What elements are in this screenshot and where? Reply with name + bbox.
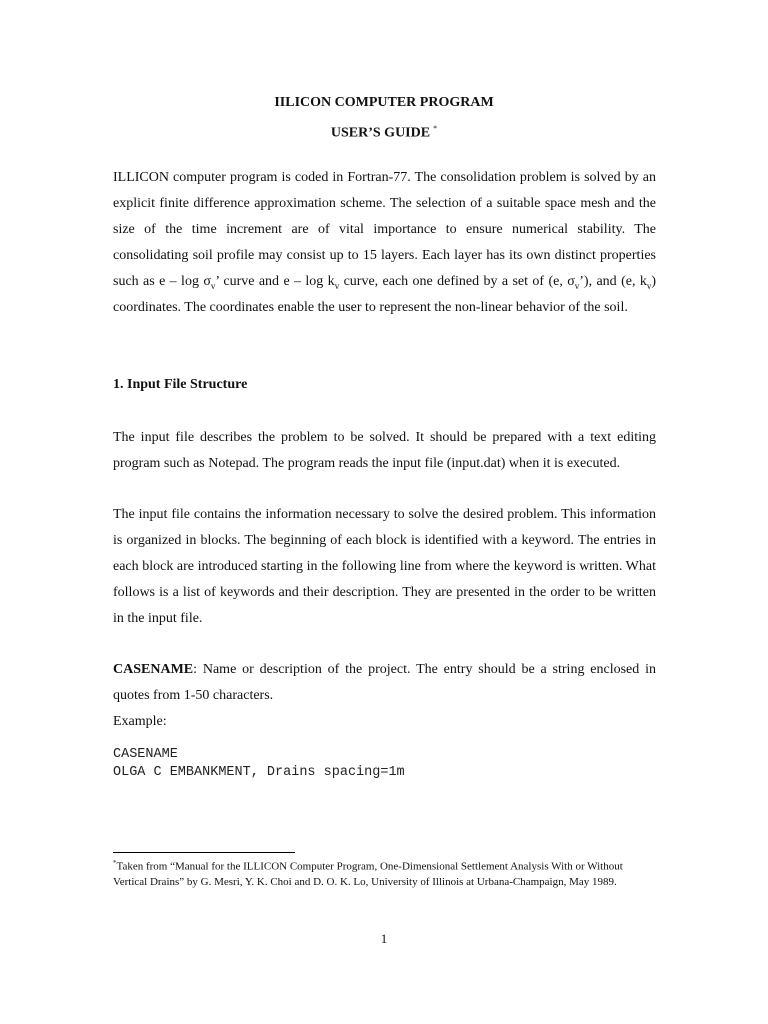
- title-footnote-marker: *: [433, 124, 438, 133]
- footnote-marker: *: [113, 859, 117, 867]
- intro-paragraph: [113, 165, 656, 321]
- code-line-2: OLGA C EMBANKMENT, Drains spacing=1m: [113, 765, 405, 780]
- intro-sub-3: v: [574, 280, 580, 291]
- footnote-divider: [113, 852, 295, 853]
- subtitle-text: USER’S GUIDE: [330, 125, 431, 141]
- input-file-paragraph-1: The input file describes the problem to be solved. It should be prepared with a text editing program such as Notepad. The program reads the input file (input.dat) when it is executed.: [113, 430, 656, 471]
- intro-text-d: ’), and (e, k: [579, 274, 647, 289]
- input-file-paragraph-2: The input file contains the information necessary to solve the desired problem. This information is organized in blocks. The beginning of each block is identified with a keyword. The entries in each block are introduced starting in the following line from where the keyword is written. What follows is a list of keywords and their description. They are presented in the order to be written in the input file.: [113, 507, 656, 626]
- code-line-1: CASENAME: [113, 747, 178, 762]
- document-title: IILICON COMPUTER PROGRAM: [274, 95, 494, 110]
- example-label: Example:: [113, 714, 167, 729]
- section-heading: 1. Input File Structure: [113, 377, 248, 392]
- intro-text-c: curve, each one defined by a set of (e, σ: [339, 274, 575, 289]
- footnote-text: Taken from “Manual for the ILLICON Computer Program, One-Dimensional Settlement Analysis With or Without Vertical Drains” by G. Mesri, Y. K. Choi and D. O. K. Lo, University of Illinois at Urbana-Champaign, May 1989.: [113, 860, 623, 888]
- code-example: [113, 746, 405, 782]
- casename-keyword: CASENAME: [113, 662, 194, 677]
- intro-sub-1: v: [210, 280, 216, 291]
- intro-text-a: ILLICON computer program is coded in Fortran-77. The consolidation problem is solved by an explicit finite difference approximation scheme. The selection of a suitable space mesh and the size of the time increment are of vital importance to ensure numerical stability. The consolidating soil profile may consist up to 15 layers. Each layer has its own distinct properties such as e – log σ: [113, 170, 656, 289]
- intro-text-b: ’ curve and e – log k: [215, 274, 335, 289]
- document-subtitle: [0, 116, 768, 147]
- casename-description: : Name or description of the project. The entry should be a string enclosed in quotes from 1-50 characters.: [113, 662, 656, 703]
- title-block: [0, 90, 768, 147]
- footnote: [113, 856, 648, 890]
- intro-sub-2: v: [334, 280, 340, 291]
- page-number: 1: [380, 931, 388, 946]
- intro-text-e: ) coordinates. The coordinates enable the user to represent the non-linear behavior of the soil.: [113, 274, 656, 315]
- intro-sub-4: v: [646, 280, 652, 291]
- casename-paragraph: [113, 657, 656, 709]
